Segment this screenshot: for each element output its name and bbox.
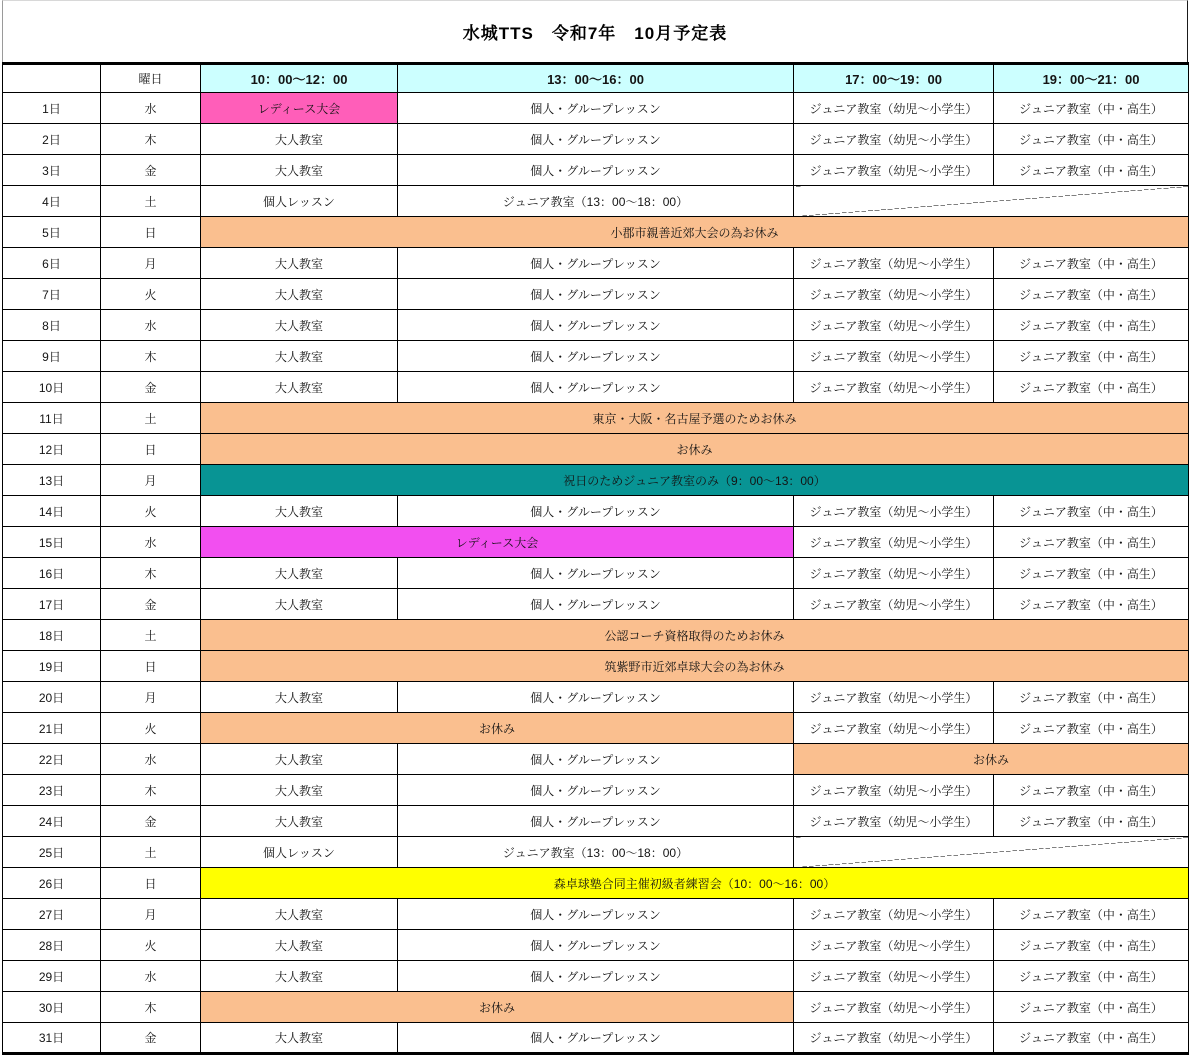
event-cell: 大人教室	[201, 682, 398, 713]
event-cell: 大人教室	[201, 372, 398, 403]
table-row	[3, 589, 1189, 620]
table-row	[3, 930, 1189, 961]
event-cell: ジュニア教室（中・高生）	[994, 961, 1189, 992]
date-cell: 10日	[3, 372, 101, 403]
event-cell: 大人教室	[201, 279, 398, 310]
event-cell: ジュニア教室（13：00～18：00）	[398, 837, 794, 868]
event-cell: ジュニア教室（幼児～小学生）	[794, 775, 994, 806]
event-cell: ジュニア教室（幼児～小学生）	[794, 248, 994, 279]
table-row	[3, 961, 1189, 992]
table-row	[3, 527, 1189, 558]
table-row	[3, 310, 1189, 341]
event-cell: 大人教室	[201, 899, 398, 930]
date-cell: 28日	[3, 930, 101, 961]
date-cell: 17日	[3, 589, 101, 620]
event-cell: 個人・グループレッスン	[398, 589, 794, 620]
day-of-week-cell: 水	[101, 93, 201, 124]
event-cell: 大人教室	[201, 744, 398, 775]
day-of-week-cell: 土	[101, 186, 201, 217]
event-cell: 大人教室	[201, 961, 398, 992]
day-of-week-cell: 火	[101, 279, 201, 310]
day-of-week-cell: 金	[101, 589, 201, 620]
event-cell: 公認コーチ資格取得のためお休み	[201, 620, 1189, 651]
event-cell: 大人教室	[201, 589, 398, 620]
table-row	[3, 992, 1189, 1023]
event-cell: 個人・グループレッスン	[398, 372, 794, 403]
date-cell: 30日	[3, 992, 101, 1023]
date-cell: 20日	[3, 682, 101, 713]
event-cell: ジュニア教室（中・高生）	[994, 992, 1189, 1023]
table-row	[3, 372, 1189, 403]
event-cell: 大人教室	[201, 558, 398, 589]
event-cell: ジュニア教室（中・高生）	[994, 341, 1189, 372]
event-cell: 大人教室	[201, 124, 398, 155]
day-of-week-cell: 日	[101, 434, 201, 465]
date-cell: 7日	[3, 279, 101, 310]
date-cell: 15日	[3, 527, 101, 558]
event-cell: ジュニア教室（中・高生）	[994, 589, 1189, 620]
event-cell: ジュニア教室（幼児～小学生）	[794, 341, 994, 372]
day-of-week-cell: 月	[101, 465, 201, 496]
event-cell: 個人・グループレッスン	[398, 155, 794, 186]
day-of-week-cell: 月	[101, 248, 201, 279]
date-cell: 26日	[3, 868, 101, 899]
event-cell: 大人教室	[201, 1023, 398, 1054]
event-cell: ジュニア教室（幼児～小学生）	[794, 527, 994, 558]
day-of-week-cell: 水	[101, 527, 201, 558]
day-of-week-cell: 火	[101, 930, 201, 961]
date-cell: 6日	[3, 248, 101, 279]
table-row	[3, 279, 1189, 310]
table-row	[3, 775, 1189, 806]
event-cell: ジュニア教室（中・高生）	[994, 372, 1189, 403]
table-row	[3, 651, 1189, 682]
event-cell: ジュニア教室（中・高生）	[994, 682, 1189, 713]
event-cell: ジュニア教室（中・高生）	[994, 775, 1189, 806]
event-cell: ジュニア教室（幼児～小学生）	[794, 496, 994, 527]
day-of-week-cell: 木	[101, 992, 201, 1023]
crossed-out-cell	[794, 837, 1189, 868]
event-cell: ジュニア教室（中・高生）	[994, 713, 1189, 744]
table-row	[3, 558, 1189, 589]
date-cell: 14日	[3, 496, 101, 527]
table-row	[3, 341, 1189, 372]
event-cell: ジュニア教室（幼児～小学生）	[794, 93, 994, 124]
event-cell: 個人・グループレッスン	[398, 341, 794, 372]
date-cell: 8日	[3, 310, 101, 341]
event-cell: ジュニア教室（中・高生）	[994, 310, 1189, 341]
table-row	[3, 1023, 1189, 1054]
table-row	[3, 713, 1189, 744]
event-cell: ジュニア教室（幼児～小学生）	[794, 961, 994, 992]
event-cell: 個人レッスン	[201, 186, 398, 217]
day-of-week-cell: 火	[101, 496, 201, 527]
table-row	[3, 496, 1189, 527]
day-of-week-cell: 水	[101, 744, 201, 775]
event-cell: 個人・グループレッスン	[398, 248, 794, 279]
day-of-week-cell: 土	[101, 403, 201, 434]
date-cell: 13日	[3, 465, 101, 496]
table-row	[3, 465, 1189, 496]
table-row	[3, 403, 1189, 434]
day-of-week-cell: 月	[101, 899, 201, 930]
date-cell: 22日	[3, 744, 101, 775]
header-day-of-week-label: 曜日	[101, 64, 201, 93]
schedule-body	[3, 93, 1189, 1054]
date-cell: 24日	[3, 806, 101, 837]
day-of-week-cell: 木	[101, 775, 201, 806]
event-cell: ジュニア教室（中・高生）	[994, 279, 1189, 310]
date-cell: 21日	[3, 713, 101, 744]
day-of-week-cell: 土	[101, 837, 201, 868]
event-cell: 個人・グループレッスン	[398, 279, 794, 310]
event-cell: 祝日のためジュニア教室のみ（9：00～13：00）	[201, 465, 1189, 496]
day-of-week-cell: 金	[101, 372, 201, 403]
schedule-table	[2, 62, 1189, 1055]
event-cell: ジュニア教室（中・高生）	[994, 558, 1189, 589]
event-cell: ジュニア教室（中・高生）	[994, 124, 1189, 155]
day-of-week-cell: 木	[101, 124, 201, 155]
date-cell: 27日	[3, 899, 101, 930]
event-cell: 個人・グループレッスン	[398, 1023, 794, 1054]
day-of-week-cell: 金	[101, 806, 201, 837]
event-cell: 個人・グループレッスン	[398, 496, 794, 527]
date-cell: 2日	[3, 124, 101, 155]
event-cell: ジュニア教室（幼児～小学生）	[794, 372, 994, 403]
event-cell: 個人・グループレッスン	[398, 930, 794, 961]
event-cell: ジュニア教室（中・高生）	[994, 930, 1189, 961]
day-of-week-cell: 水	[101, 310, 201, 341]
date-cell: 23日	[3, 775, 101, 806]
day-of-week-cell: 金	[101, 155, 201, 186]
date-cell: 25日	[3, 837, 101, 868]
table-row	[3, 434, 1189, 465]
event-cell: 大人教室	[201, 496, 398, 527]
event-cell: お休み	[201, 434, 1189, 465]
event-cell: ジュニア教室（中・高生）	[994, 155, 1189, 186]
day-of-week-cell: 木	[101, 558, 201, 589]
event-cell: ジュニア教室（中・高生）	[994, 93, 1189, 124]
event-cell: ジュニア教室（中・高生）	[994, 1023, 1189, 1054]
table-row	[3, 248, 1189, 279]
event-cell: 個人・グループレッスン	[398, 775, 794, 806]
table-row	[3, 744, 1189, 775]
date-cell: 1日	[3, 93, 101, 124]
table-row	[3, 620, 1189, 651]
event-cell: ジュニア教室（幼児～小学生）	[794, 589, 994, 620]
event-cell: 大人教室	[201, 775, 398, 806]
event-cell: ジュニア教室（中・高生）	[994, 496, 1189, 527]
event-cell: 個人レッスン	[201, 837, 398, 868]
header-timeslot-2: 13：00～16：00	[398, 64, 794, 93]
table-row	[3, 899, 1189, 930]
event-cell: 個人・グループレッスン	[398, 899, 794, 930]
event-cell: 個人・グループレッスン	[398, 961, 794, 992]
event-cell: ジュニア教室（幼児～小学生）	[794, 713, 994, 744]
header-timeslot-4: 19：00～21：00	[994, 64, 1189, 93]
date-cell: 18日	[3, 620, 101, 651]
date-cell: 4日	[3, 186, 101, 217]
event-cell: 個人・グループレッスン	[398, 310, 794, 341]
event-cell: 小郡市親善近郊大会の為お休み	[201, 217, 1189, 248]
event-cell: ジュニア教室（幼児～小学生）	[794, 1023, 994, 1054]
event-cell: 筑紫野市近郊卓球大会の為お休み	[201, 651, 1189, 682]
event-cell: ジュニア教室（13：00～18：00）	[398, 186, 794, 217]
date-cell: 11日	[3, 403, 101, 434]
table-row	[3, 155, 1189, 186]
day-of-week-cell: 日	[101, 651, 201, 682]
table-row	[3, 186, 1189, 217]
header-timeslot-1: 10：00～12：00	[201, 64, 398, 93]
event-cell: 大人教室	[201, 806, 398, 837]
table-row	[3, 217, 1189, 248]
event-cell: 個人・グループレッスン	[398, 93, 794, 124]
event-cell: 大人教室	[201, 248, 398, 279]
date-cell: 12日	[3, 434, 101, 465]
header-timeslot-3: 17：00～19：00	[794, 64, 994, 93]
date-cell: 9日	[3, 341, 101, 372]
event-cell: 大人教室	[201, 155, 398, 186]
event-cell: お休み	[794, 744, 1189, 775]
table-row	[3, 837, 1189, 868]
header-row	[3, 64, 1189, 93]
date-cell: 19日	[3, 651, 101, 682]
date-cell: 5日	[3, 217, 101, 248]
day-of-week-cell: 火	[101, 713, 201, 744]
event-cell: レディース大会	[201, 93, 398, 124]
day-of-week-cell: 水	[101, 961, 201, 992]
event-cell: ジュニア教室（幼児～小学生）	[794, 806, 994, 837]
event-cell: ジュニア教室（幼児～小学生）	[794, 155, 994, 186]
event-cell: ジュニア教室（中・高生）	[994, 899, 1189, 930]
day-of-week-cell: 日	[101, 868, 201, 899]
event-cell: ジュニア教室（幼児～小学生）	[794, 682, 994, 713]
event-cell: ジュニア教室（幼児～小学生）	[794, 899, 994, 930]
event-cell: ジュニア教室（幼児～小学生）	[794, 310, 994, 341]
event-cell: 個人・グループレッスン	[398, 124, 794, 155]
date-cell: 29日	[3, 961, 101, 992]
day-of-week-cell: 木	[101, 341, 201, 372]
day-of-week-cell: 金	[101, 1023, 201, 1054]
event-cell: 個人・グループレッスン	[398, 744, 794, 775]
event-cell: ジュニア教室（幼児～小学生）	[794, 279, 994, 310]
event-cell: お休み	[201, 992, 794, 1023]
event-cell: 個人・グループレッスン	[398, 806, 794, 837]
event-cell: ジュニア教室（幼児～小学生）	[794, 558, 994, 589]
table-row	[3, 124, 1189, 155]
date-cell: 16日	[3, 558, 101, 589]
event-cell: ジュニア教室（幼児～小学生）	[794, 930, 994, 961]
day-of-week-cell: 土	[101, 620, 201, 651]
event-cell: 東京・大阪・名古屋予選のためお休み	[201, 403, 1189, 434]
day-of-week-cell: 月	[101, 682, 201, 713]
table-row	[3, 682, 1189, 713]
table-row	[3, 806, 1189, 837]
crossed-out-cell	[794, 186, 1189, 217]
event-cell: ジュニア教室（中・高生）	[994, 806, 1189, 837]
event-cell: ジュニア教室（中・高生）	[994, 527, 1189, 558]
table-row	[3, 868, 1189, 899]
event-cell: 森卓球塾合同主催初級者練習会（10：00～16：00）	[201, 868, 1189, 899]
event-cell: 大人教室	[201, 930, 398, 961]
event-cell: 大人教室	[201, 341, 398, 372]
date-cell: 3日	[3, 155, 101, 186]
header-empty-cell	[3, 64, 101, 93]
event-cell: ジュニア教室（幼児～小学生）	[794, 124, 994, 155]
event-cell: レディース大会	[201, 527, 794, 558]
event-cell: ジュニア教室（中・高生）	[994, 248, 1189, 279]
event-cell: 個人・グループレッスン	[398, 682, 794, 713]
day-of-week-cell: 日	[101, 217, 201, 248]
event-cell: お休み	[201, 713, 794, 744]
title-block	[2, 0, 1188, 62]
table-row	[3, 93, 1189, 124]
event-cell: 個人・グループレッスン	[398, 558, 794, 589]
event-cell: 大人教室	[201, 310, 398, 341]
date-cell: 31日	[3, 1023, 101, 1054]
page-title: 水城TTS 令和7年 10月予定表	[462, 24, 728, 43]
event-cell: ジュニア教室（幼児～小学生）	[794, 992, 994, 1023]
